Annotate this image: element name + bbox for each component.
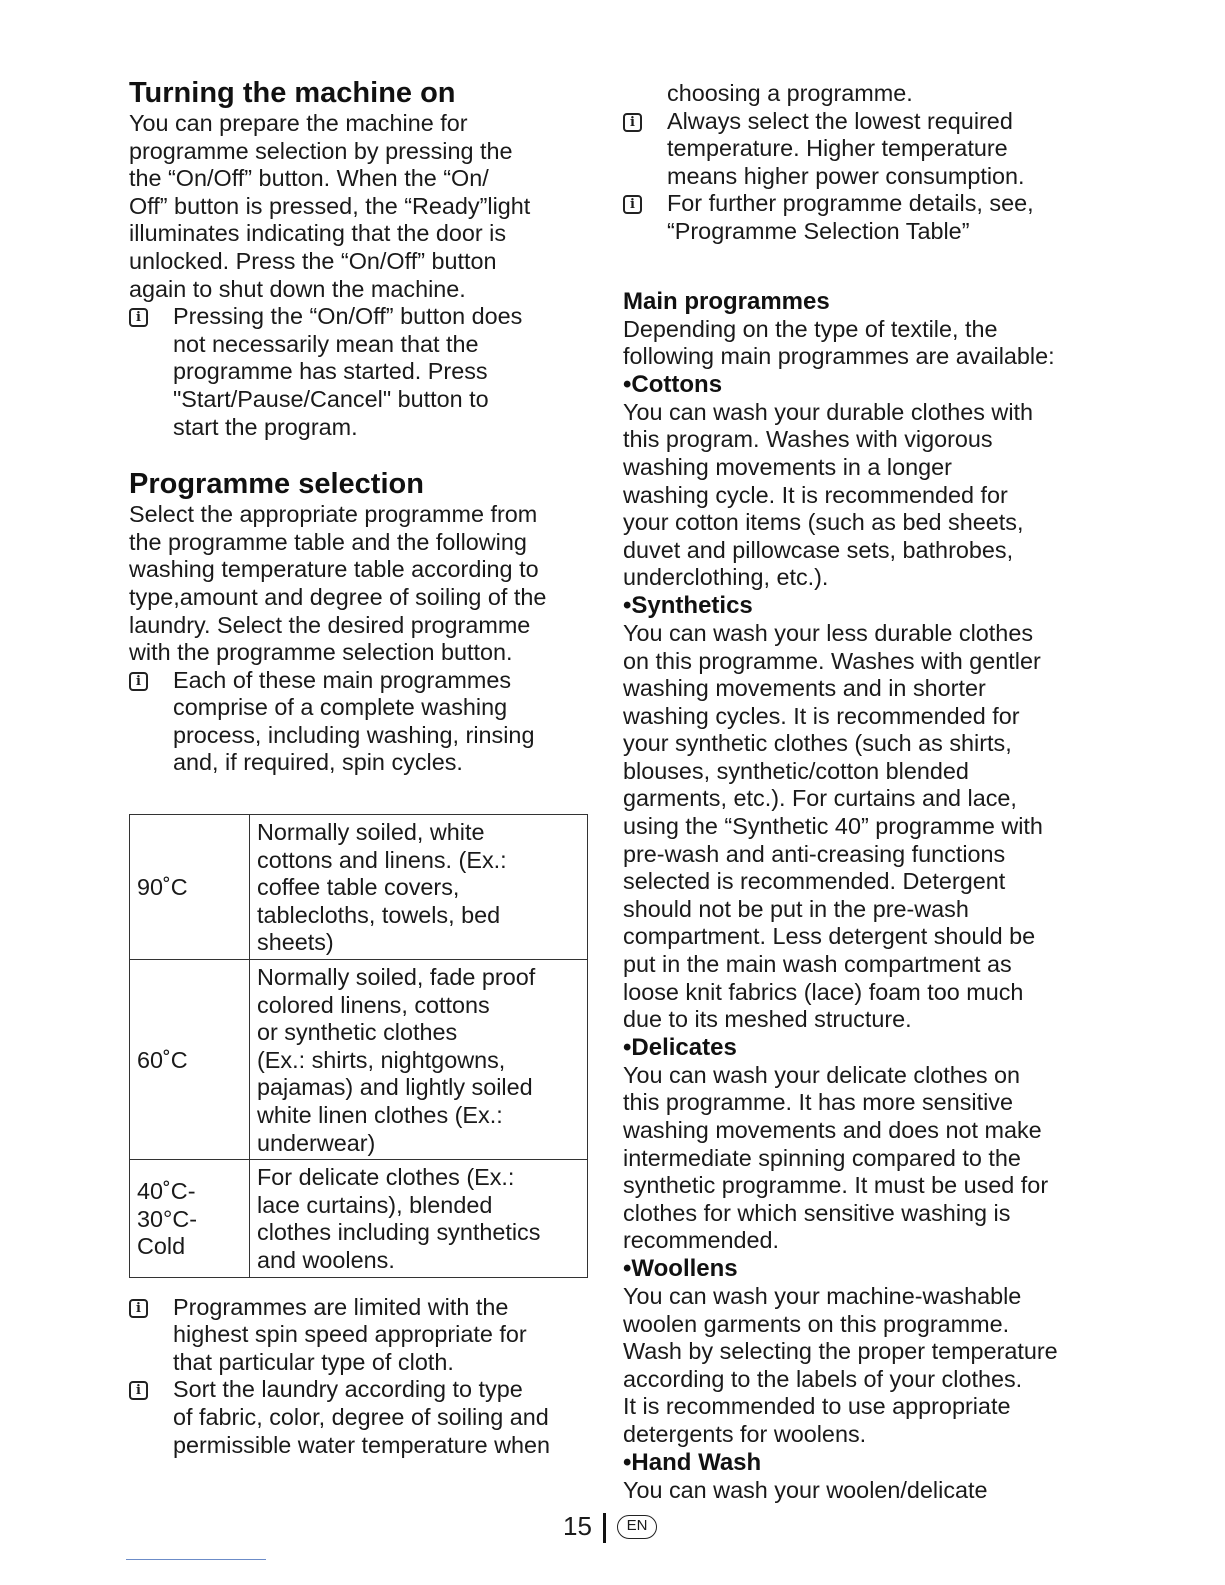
description-line: cottons and linens. (Ex.: xyxy=(257,846,507,873)
hand-wash-description xyxy=(623,1477,1103,1505)
main-programmes-intro xyxy=(623,316,1103,371)
temperature-cell xyxy=(130,1160,250,1277)
text-line: garments, etc.). For curtains and lace, xyxy=(623,785,1017,812)
note-line: that particular type of cloth. xyxy=(173,1348,454,1375)
woollens-description xyxy=(623,1283,1103,1449)
description-line: pajamas) and lightly soiled xyxy=(257,1074,533,1101)
note-line: “Programme Selection Table” xyxy=(667,217,970,244)
text-line: Depending on the type of textile, the xyxy=(623,315,998,342)
text-line: this programme. It has more sensitive xyxy=(623,1089,1013,1116)
info-icon: i xyxy=(129,672,148,691)
temperature-value: 90˚C xyxy=(137,874,188,901)
note-line: choosing a programme. xyxy=(667,80,913,106)
temperature-cell xyxy=(130,815,250,960)
note-sort-laundry xyxy=(129,1376,591,1459)
text-line: compartment. Less detergent should be xyxy=(623,923,1036,950)
note-continuation xyxy=(623,80,1103,108)
text-line: duvet and pillowcase sets, bathrobes, xyxy=(623,536,1014,563)
description-line: and woolens. xyxy=(257,1246,395,1273)
text-line: put in the main wash compartment as xyxy=(623,951,1012,978)
note-line: Always select the lowest required xyxy=(667,107,1013,134)
info-icon: i xyxy=(623,113,642,132)
note-line: For further programme details, see, xyxy=(667,190,1034,217)
text-line: clothes for which sensitive washing is xyxy=(623,1199,1011,1226)
text-line: washing cycle. It is recommended for xyxy=(623,481,1008,508)
text-line: It is recommended to use appropriate xyxy=(623,1393,1011,1420)
right-column xyxy=(623,80,1103,1504)
page-number: 15 xyxy=(563,1511,592,1541)
text-line: according to the labels of your clothes. xyxy=(623,1365,1023,1392)
note-line: process, including washing, rinsing xyxy=(173,721,535,748)
table-row xyxy=(130,815,588,960)
note-line: temperature. Higher temperature xyxy=(667,135,1008,162)
text-line: type,amount and degree of soiling of the xyxy=(129,583,547,610)
synthetics-description xyxy=(623,620,1103,1034)
cottons-description xyxy=(623,399,1103,592)
heading-programme-selection: Programme selection xyxy=(129,468,424,501)
description-line: sheets) xyxy=(257,929,334,956)
description-line: colored linens, cottons xyxy=(257,991,490,1018)
heading-turning-machine-on: Turning the machine on xyxy=(129,77,456,109)
text-line: intermediate spinning compared to the xyxy=(623,1144,1021,1171)
note-line: and, if required, spin cycles. xyxy=(173,749,463,776)
text-line: woolen garments on this programme. xyxy=(623,1310,1010,1337)
text-line: Wash by selecting the proper temperature xyxy=(623,1338,1058,1365)
note-line: start the program. xyxy=(173,413,358,440)
info-icon: i xyxy=(129,1299,148,1318)
text-line: loose knit fabrics (lace) foam too much xyxy=(623,978,1024,1005)
text-line: washing cycles. It is recommended for xyxy=(623,702,1020,729)
note-on-off-button xyxy=(129,303,591,441)
turning-on-paragraph xyxy=(129,110,591,303)
note-programme-details xyxy=(623,190,1103,245)
note-main-programmes xyxy=(129,667,591,777)
delicates-description xyxy=(623,1062,1103,1255)
text-line: due to its meshed structure. xyxy=(623,1006,912,1033)
temperature-value: Cold xyxy=(137,1233,186,1260)
text-line: You can wash your durable clothes with xyxy=(623,398,1034,425)
text-line: your synthetic clothes (such as shirts, xyxy=(623,730,1012,757)
text-line: synthetic programme. It must be used for xyxy=(623,1172,1049,1199)
text-line: washing movements and does not make xyxy=(623,1117,1042,1143)
description-line: or synthetic clothes xyxy=(257,1019,458,1046)
description-line: lace curtains), blended xyxy=(257,1191,493,1218)
description-line: underwear) xyxy=(257,1129,376,1156)
temperature-value: 60˚C xyxy=(137,1046,188,1073)
text-line: on this programme. Washes with gentler xyxy=(623,647,1041,674)
note-line: Pressing the “On/Off” button does xyxy=(173,303,523,330)
description-line: (Ex.: shirts, nightgowns, xyxy=(257,1046,506,1073)
text-line: the programme table and the following xyxy=(129,528,527,555)
note-line: Sort the laundry according to type xyxy=(173,1376,523,1403)
description-line: white linen clothes (Ex.: xyxy=(257,1102,503,1128)
note-line: comprise of a complete washing xyxy=(173,694,508,721)
programme-title-hand-wash: •Hand Wash xyxy=(623,1448,762,1476)
left-column xyxy=(129,76,591,1459)
text-line: washing movements in a longer xyxy=(623,453,952,480)
text-line: You can wash your less durable clothes xyxy=(623,619,1034,646)
text-line: You can wash your machine-washable xyxy=(623,1282,1022,1309)
text-line: with the programme selection button. xyxy=(129,639,513,666)
programme-selection-paragraph xyxy=(129,501,591,667)
description-line: Normally soiled, fade proof xyxy=(257,964,536,991)
note-line: permissible water temperature when xyxy=(173,1431,551,1458)
description-line: Normally soiled, white xyxy=(257,819,485,846)
description-cell xyxy=(250,815,588,960)
text-line: should not be put in the pre-wash xyxy=(623,895,969,922)
temperature-table xyxy=(129,814,588,1278)
text-line: laundry. Select the desired programme xyxy=(129,611,531,638)
note-line: means higher power consumption. xyxy=(667,162,1025,189)
note-line: "Start/Pause/Cancel" button to xyxy=(173,385,489,412)
text-line: Off” button is pressed, the “Ready”light xyxy=(129,192,531,219)
heading-main-programmes: Main programmes xyxy=(623,287,830,315)
page-edge-line xyxy=(126,1559,266,1560)
info-icon: i xyxy=(129,308,148,327)
text-line: using the “Synthetic 40” programme with xyxy=(623,813,1043,840)
text-line: You can wash your woolen/delicate xyxy=(623,1476,988,1503)
text-line: You can prepare the machine for xyxy=(129,110,468,136)
note-line: programme has started. Press xyxy=(173,358,488,385)
programme-title-synthetics: •Synthetics xyxy=(623,591,753,619)
text-line: Select the appropriate programme from xyxy=(129,501,538,528)
text-line: detergents for woolens. xyxy=(623,1420,867,1447)
note-spin-speed xyxy=(129,1294,591,1377)
text-line: pre-wash and anti-creasing functions xyxy=(623,840,1006,867)
note-line: Each of these main programmes xyxy=(173,666,512,693)
text-line: the “On/Off” button. When the “On/ xyxy=(129,165,489,192)
language-badge: EN xyxy=(617,1515,657,1539)
text-line: selected is recommended. Detergent xyxy=(623,868,1006,895)
table-row xyxy=(130,960,588,1160)
text-line: washing movements and in shorter xyxy=(623,675,986,702)
table-row xyxy=(130,1160,588,1277)
programme-title-cottons: •Cottons xyxy=(623,370,723,398)
note-line: highest spin speed appropriate for xyxy=(173,1321,527,1348)
text-line: your cotton items (such as bed sheets, xyxy=(623,509,1024,536)
footer-divider xyxy=(603,1513,606,1543)
description-line: clothes including synthetics xyxy=(257,1219,541,1246)
note-line: of fabric, color, degree of soiling and xyxy=(173,1403,549,1430)
note-line: Programmes are limited with the xyxy=(173,1293,509,1320)
text-line: illuminates indicating that the door is xyxy=(129,220,507,247)
description-cell xyxy=(250,1160,588,1277)
text-line: You can wash your delicate clothes on xyxy=(623,1061,1021,1088)
description-line: coffee table covers, xyxy=(257,874,460,901)
info-icon: i xyxy=(623,195,642,214)
description-line: tablecloths, towels, bed xyxy=(257,901,501,928)
text-line: this program. Washes with vigorous xyxy=(623,426,993,453)
text-line: recommended. xyxy=(623,1227,780,1254)
note-line: not necessarily mean that the xyxy=(173,330,479,357)
text-line: unlocked. Press the “On/Off” button xyxy=(129,247,497,274)
text-line: following main programmes are available: xyxy=(623,343,1055,370)
text-line: again to shut down the machine. xyxy=(129,275,466,302)
text-line: programme selection by pressing the xyxy=(129,137,513,164)
text-line: blouses, synthetic/cotton blended xyxy=(623,757,969,784)
text-line: washing temperature table according to xyxy=(129,556,539,583)
temperature-value: 30°C- xyxy=(137,1205,198,1232)
note-lowest-temperature xyxy=(623,108,1103,191)
temperature-value: 40˚C- xyxy=(137,1177,196,1204)
programme-title-delicates: •Delicates xyxy=(623,1033,737,1061)
temperature-cell xyxy=(130,960,250,1160)
description-line: For delicate clothes (Ex.: xyxy=(257,1164,515,1191)
description-cell xyxy=(250,960,588,1160)
info-icon: i xyxy=(129,1381,148,1400)
programme-title-woollens: •Woollens xyxy=(623,1254,738,1282)
text-line: underclothing, etc.). xyxy=(623,564,829,591)
